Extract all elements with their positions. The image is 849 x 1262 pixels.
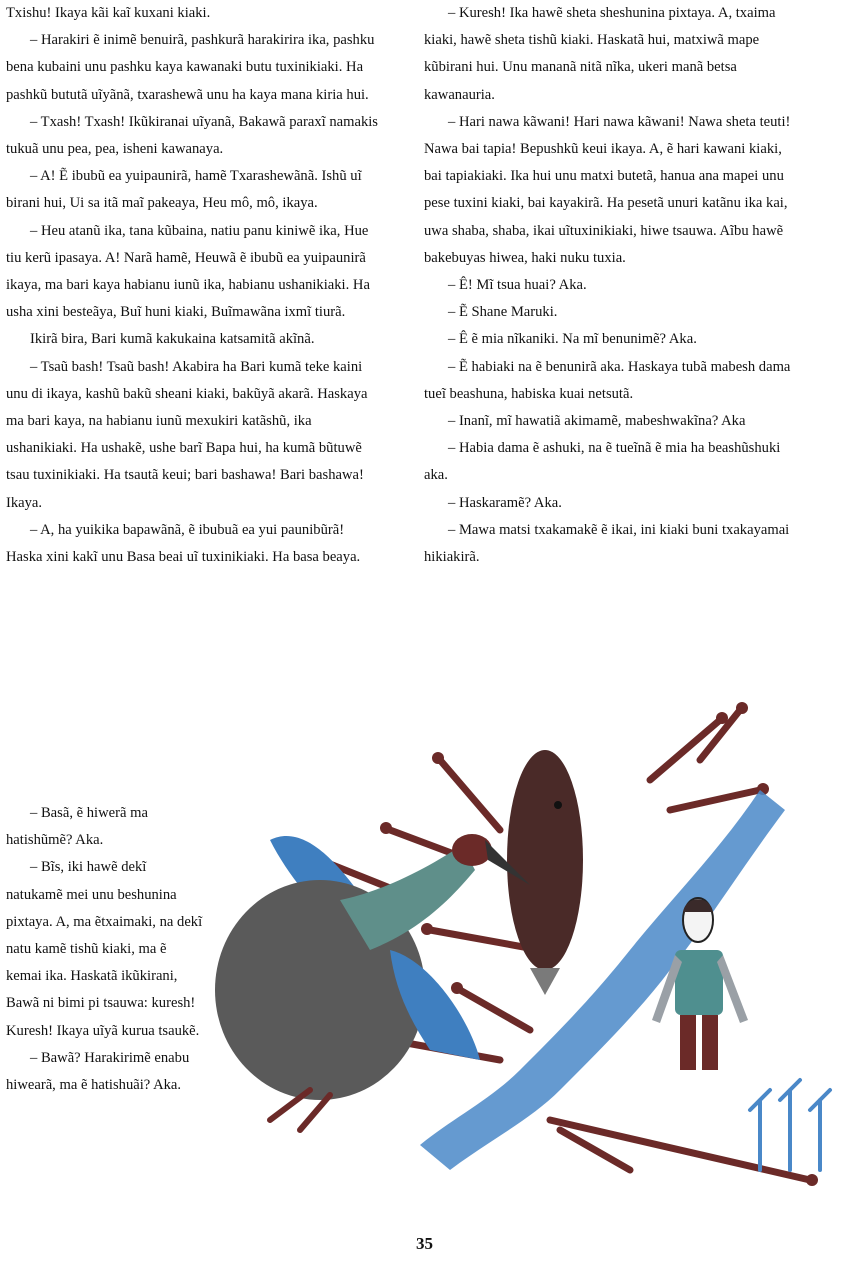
paragraph: – Inanĩ, mĩ hawatiã akimamẽ, mabeshwakĩna? Aka	[448, 413, 746, 430]
paragraph: – Ẽ Shane Maruki.	[448, 304, 558, 321]
paragraph: – Bawã? Harakirimẽ enabu hiwearã, ma ẽ hatishuãi? Aka.	[6, 1049, 190, 1094]
paragraph: – A! Ẽ ibubũ ea yuipaunirã, hamẽ Txarashewãnã. Ishũ uĩ birani hui, Ui sa itã maĩ pakeaya, Heu mô, mô, ikaya.	[6, 168, 362, 212]
paragraph: – Haskaramẽ? Aka.	[448, 494, 562, 511]
right-column	[424, 0, 794, 571]
paragraph: – Heu atanũ ika, tana kũbaina, natiu panu kiniwẽ ika, Hue tiu kerũ ipasaya. A! Narã hamẽ, Heuwã ẽ ibubũ ea yuipaunirã ikaya, ma bari kaya habianu iunũ ika, habianu ushanikiaki. Ha usha xini besteãya, Buĩ huni kiaki, Buĩmawãna ixmĩ tiurã.	[6, 222, 370, 321]
paragraph: Ikirã bira, Bari kumã kakukaina katsamitã akĩnã.	[30, 331, 315, 348]
paragraph: – Hari nawa kãwani! Hari nawa kãwani! Nawa sheta teuti! Nawa bai tapia! Bepushkũ keui ikaya. A, ẽ hari kawani kiaki, bai tapiakiaki. Ika hui unu matxi butetã, hanua ana mapei unu pese tuxini kiaki, bai kayakirã. Ha pesetã unuri katãnu ika kai, uwa shaba, shaba, ikai uĩtuxinikiaki, hiwe tsauwa. Aĩbu hawẽ bakebuyas hiwea, haki nuku tuxia.	[424, 113, 791, 266]
paragraph: – Habia dama ẽ ashuki, na ẽ tueĩnã ẽ mia ha beashũshuki aka.	[424, 440, 781, 484]
paragraph: – Ê ẽ mia nĩkaniki. Na mĩ benunimẽ? Aka.	[448, 331, 697, 348]
paragraph: – Basã, ẽ hiwerã ma hatishũmẽ? Aka.	[6, 805, 148, 849]
left-column-narrow	[6, 800, 204, 1099]
paragraph: – Harakiri ẽ inimẽ benuirã, pashkurã harakirira ika, pashku bena kubaini unu pashku kaya kawanaki butu tuxinikiaki. Ha pashkũ bututã uĩyãnã, txarashewã unu ha kaya mana kiria hui.	[6, 32, 375, 103]
paragraph: – Ẽ habiaki na ẽ benunirã aka. Haskaya tubã mabesh dama tueĩ beashuna, habiska kuai netsutã.	[424, 358, 791, 402]
left-column	[6, 0, 378, 571]
page-number: 35	[416, 1234, 433, 1253]
paragraph: – A, ha yuikika bapawãnã, ẽ ibubuã ea yui paunibũrã! Haska xini kakĩ unu Basa beai uĩ tuxinikiaki. Ha basa beaya.	[6, 521, 361, 566]
paragraph: Txishu! Ikaya kãi kaĩ kuxani kiaki.	[6, 5, 211, 21]
paragraph: – Kuresh! Ika hawẽ sheta sheshunina pixtaya. A, txaima kiaki, hawẽ sheta tishũ kiaki. Haskatã hui, matxiwã mape kũbirani hui. Unu mananã nitã nĩka, ukeri manã betsa kawanauria.	[424, 5, 776, 103]
plants-drawing-icon	[750, 1080, 830, 1170]
fish-drawing-icon	[507, 750, 583, 995]
paragraph: – Tsaũ bash! Tsaũ bash! Akabira ha Bari kumã teke kaini unu di ikaya, kashũ bakũ sheani kiaki, bakũyã akarã. Haskaya ma bari kaya, na habianu iunũ mexukiri katãshũ, ika ushanikiaki. Ha ushakẽ, ushe barĩ Bapa hui, ha kumã bũtuwẽ tsau tuxinikiaki. Ha tsautã keui; bari bashawa! Bari bashawa! Ikaya.	[6, 358, 368, 511]
paragraph: – Txash! Txash! Ikũkiranai uĩyanã, Bakawã paraxĩ namakis tukuã unu pea, pea, isheni kawanaya.	[6, 113, 378, 158]
paragraph: – Mawa matsi txakamakẽ ẽ ikai, ini kiaki buni txakayamai hikiakirã.	[424, 521, 790, 566]
paragraph: – Bĩs, iki hawẽ dekĩ natukamẽ mei unu beshunina pixtaya. A, ma ẽtxaimaki, na dekĩ natu kamẽ tishũ kiaki, ma ẽ kemai ika. Haskatã ikũkirani, Bawã ni bimi pi tsauwa: kuresh! Kuresh! Ikaya uĩyã kurua tsaukẽ.	[6, 859, 203, 1039]
story-illustration	[200, 700, 849, 1230]
paragraph: – Ê! Mĩ tsua huai? Aka.	[448, 277, 587, 294]
